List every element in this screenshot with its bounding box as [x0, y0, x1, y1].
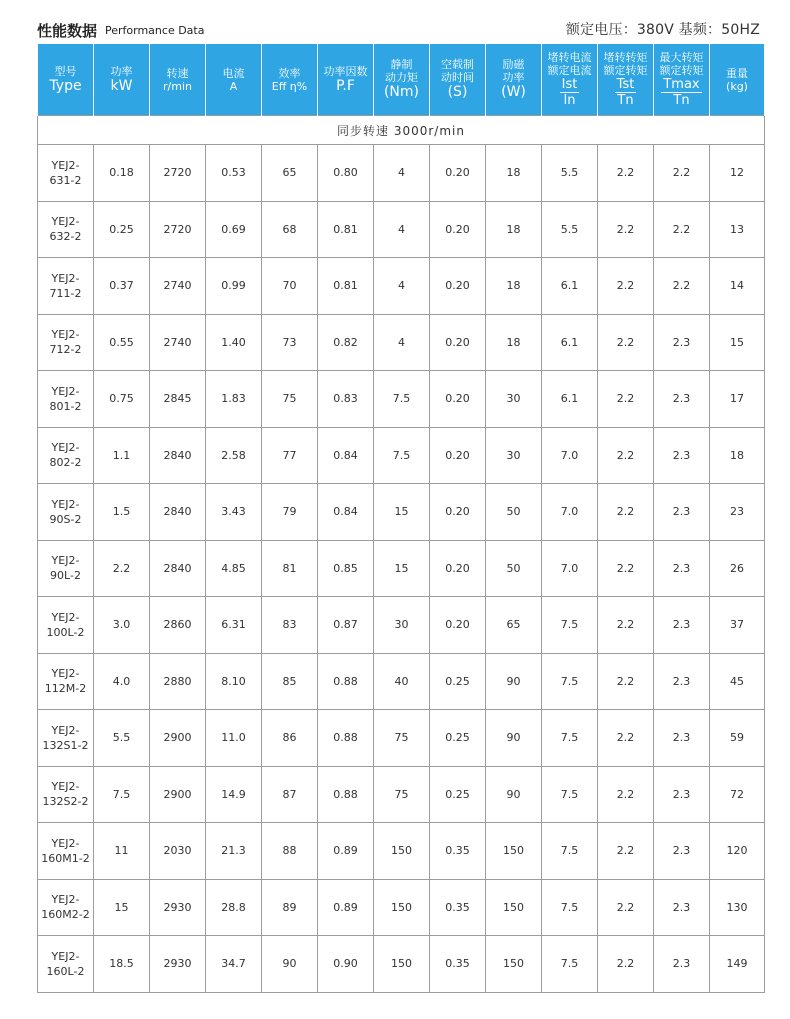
cell-locked-torque-ratio: 2.2 — [598, 145, 654, 202]
cell-power-factor: 0.88 — [318, 766, 374, 823]
cell-brake-time: 0.20 — [430, 427, 486, 484]
cell-locked-torque-ratio: 2.2 — [598, 879, 654, 936]
table-row — [38, 766, 765, 823]
cell-weight: 37 — [710, 597, 765, 654]
cell-speed: 2930 — [150, 936, 206, 993]
cell-brake-torque: 15 — [374, 540, 430, 597]
cell-weight: 45 — [710, 653, 765, 710]
cell-locked-torque-ratio: 2.2 — [598, 766, 654, 823]
cell-speed: 2900 — [150, 766, 206, 823]
cell-excitation-power: 90 — [486, 653, 542, 710]
cell-max-torque-ratio: 2.3 — [654, 597, 710, 654]
cell-brake-torque: 4 — [374, 201, 430, 258]
cell-current: 8.10 — [206, 653, 262, 710]
cell-power: 4.0 — [94, 653, 150, 710]
table-row — [38, 484, 765, 541]
page-header — [37, 12, 760, 42]
cell-speed: 2720 — [150, 201, 206, 258]
cell-excitation-power: 150 — [486, 823, 542, 880]
cell-power: 0.55 — [94, 314, 150, 371]
header-brake-time: 空载制 动时间 (S) — [430, 44, 486, 116]
cell-current: 11.0 — [206, 710, 262, 767]
cell-weight: 149 — [710, 936, 765, 993]
header-row — [38, 44, 765, 116]
header-locked-torque-ratio: 堵转转矩 额定转矩 $\frac{\text{Tst}}{Tn}$ — [598, 44, 654, 116]
cell-efficiency: 89 — [262, 879, 318, 936]
cell-brake-time: 0.20 — [430, 540, 486, 597]
cell-brake-time: 0.20 — [430, 597, 486, 654]
cell-current: 21.3 — [206, 823, 262, 880]
table-row — [38, 145, 765, 202]
cell-weight: 120 — [710, 823, 765, 880]
cell-speed: 2840 — [150, 427, 206, 484]
cell-max-torque-ratio: 2.3 — [654, 936, 710, 993]
cell-power-factor: 0.88 — [318, 653, 374, 710]
cell-excitation-power: 30 — [486, 371, 542, 428]
table-row — [38, 258, 765, 315]
cell-locked-current-ratio: 7.5 — [542, 823, 598, 880]
cell-brake-time: 0.20 — [430, 258, 486, 315]
cell-power: 7.5 — [94, 766, 150, 823]
cell-excitation-power: 150 — [486, 879, 542, 936]
cell-brake-torque: 4 — [374, 258, 430, 315]
cell-type: YEJ2- 112M-2 — [38, 653, 94, 710]
cell-max-torque-ratio: 2.3 — [654, 484, 710, 541]
cell-current: 6.31 — [206, 597, 262, 654]
cell-brake-torque: 150 — [374, 936, 430, 993]
cell-power-factor: 0.81 — [318, 201, 374, 258]
table-row — [38, 201, 765, 258]
cell-current: 4.85 — [206, 540, 262, 597]
cell-speed: 2860 — [150, 597, 206, 654]
cell-brake-torque: 4 — [374, 314, 430, 371]
cell-locked-current-ratio: 6.1 — [542, 371, 598, 428]
cell-type: YEJ2- 100L-2 — [38, 597, 94, 654]
cell-max-torque-ratio: 2.2 — [654, 145, 710, 202]
cell-locked-current-ratio: 7.0 — [542, 427, 598, 484]
performance-table — [37, 44, 765, 993]
table-row — [38, 540, 765, 597]
header-type: 型号 Type — [38, 44, 94, 116]
cell-locked-torque-ratio: 2.2 — [598, 484, 654, 541]
cell-weight: 12 — [710, 145, 765, 202]
cell-brake-time: 0.20 — [430, 201, 486, 258]
cell-weight: 14 — [710, 258, 765, 315]
cell-max-torque-ratio: 2.2 — [654, 258, 710, 315]
cell-current: 0.53 — [206, 145, 262, 202]
cell-locked-current-ratio: 7.5 — [542, 597, 598, 654]
cell-brake-torque: 150 — [374, 823, 430, 880]
cell-locked-current-ratio: 7.5 — [542, 879, 598, 936]
cell-max-torque-ratio: 2.3 — [654, 879, 710, 936]
cell-type: YEJ2- 801-2 — [38, 371, 94, 428]
header-weight: 重量 (kg) — [710, 44, 765, 116]
cell-type: YEJ2- 160M1-2 — [38, 823, 94, 880]
cell-speed: 2845 — [150, 371, 206, 428]
cell-current: 2.58 — [206, 427, 262, 484]
cell-brake-torque: 30 — [374, 597, 430, 654]
cell-locked-current-ratio: 7.0 — [542, 484, 598, 541]
cell-speed: 2840 — [150, 484, 206, 541]
cell-efficiency: 79 — [262, 484, 318, 541]
cell-weight: 72 — [710, 766, 765, 823]
cell-brake-torque: 75 — [374, 766, 430, 823]
table-row — [38, 371, 765, 428]
cell-power: 5.5 — [94, 710, 150, 767]
cell-speed: 2740 — [150, 258, 206, 315]
cell-current: 0.99 — [206, 258, 262, 315]
cell-speed: 2030 — [150, 823, 206, 880]
cell-power: 0.37 — [94, 258, 150, 315]
cell-max-torque-ratio: 2.3 — [654, 540, 710, 597]
cell-weight: 17 — [710, 371, 765, 428]
cell-excitation-power: 150 — [486, 936, 542, 993]
header-current: 电流 A — [206, 44, 262, 116]
cell-efficiency: 86 — [262, 710, 318, 767]
cell-excitation-power: 90 — [486, 710, 542, 767]
table-row — [38, 653, 765, 710]
cell-current: 0.69 — [206, 201, 262, 258]
cell-power: 3.0 — [94, 597, 150, 654]
cell-type: YEJ2- 802-2 — [38, 427, 94, 484]
header-power-factor: 功率因数 P.F — [318, 44, 374, 116]
cell-locked-current-ratio: 6.1 — [542, 258, 598, 315]
cell-locked-current-ratio: 5.5 — [542, 201, 598, 258]
cell-current: 1.83 — [206, 371, 262, 428]
cell-efficiency: 77 — [262, 427, 318, 484]
cell-brake-torque: 75 — [374, 710, 430, 767]
cell-brake-time: 0.25 — [430, 710, 486, 767]
cell-excitation-power: 65 — [486, 597, 542, 654]
cell-efficiency: 85 — [262, 653, 318, 710]
cell-efficiency: 68 — [262, 201, 318, 258]
cell-brake-time: 0.20 — [430, 145, 486, 202]
section-row — [38, 116, 765, 145]
header-efficiency: 效率 Eff η% — [262, 44, 318, 116]
cell-current: 3.43 — [206, 484, 262, 541]
cell-max-torque-ratio: 2.3 — [654, 427, 710, 484]
cell-power: 18.5 — [94, 936, 150, 993]
cell-locked-current-ratio: 7.5 — [542, 710, 598, 767]
cell-locked-torque-ratio: 2.2 — [598, 823, 654, 880]
cell-max-torque-ratio: 2.3 — [654, 653, 710, 710]
cell-efficiency: 70 — [262, 258, 318, 315]
cell-speed: 2720 — [150, 145, 206, 202]
cell-efficiency: 81 — [262, 540, 318, 597]
cell-locked-current-ratio: 5.5 — [542, 145, 598, 202]
cell-excitation-power: 50 — [486, 540, 542, 597]
table-row — [38, 936, 765, 993]
cell-power: 0.75 — [94, 371, 150, 428]
cell-efficiency: 90 — [262, 936, 318, 993]
table-row — [38, 427, 765, 484]
cell-power-factor: 0.84 — [318, 427, 374, 484]
cell-type: YEJ2- 132S2-2 — [38, 766, 94, 823]
cell-power-factor: 0.82 — [318, 314, 374, 371]
header-speed: 转速 r/min — [150, 44, 206, 116]
cell-brake-torque: 150 — [374, 879, 430, 936]
cell-type: YEJ2- 90S-2 — [38, 484, 94, 541]
cell-type: YEJ2- 160M2-2 — [38, 879, 94, 936]
header-brake-torque: 静制 动力矩 (Nm) — [374, 44, 430, 116]
cell-max-torque-ratio: 2.3 — [654, 710, 710, 767]
cell-locked-current-ratio: 7.5 — [542, 936, 598, 993]
cell-current: 1.40 — [206, 314, 262, 371]
cell-locked-current-ratio: 6.1 — [542, 314, 598, 371]
cell-locked-torque-ratio: 2.2 — [598, 540, 654, 597]
cell-weight: 59 — [710, 710, 765, 767]
cell-brake-time: 0.20 — [430, 484, 486, 541]
header-excitation-power: 励磁 功率 (W) — [486, 44, 542, 116]
cell-brake-time: 0.25 — [430, 766, 486, 823]
cell-brake-torque: 4 — [374, 145, 430, 202]
cell-locked-torque-ratio: 2.2 — [598, 201, 654, 258]
cell-max-torque-ratio: 2.3 — [654, 371, 710, 428]
cell-type: YEJ2- 711-2 — [38, 258, 94, 315]
cell-current: 14.9 — [206, 766, 262, 823]
table-row — [38, 597, 765, 654]
cell-locked-current-ratio: 7.5 — [542, 766, 598, 823]
cell-brake-torque: 7.5 — [374, 427, 430, 484]
cell-weight: 13 — [710, 201, 765, 258]
cell-speed: 2740 — [150, 314, 206, 371]
cell-power-factor: 0.84 — [318, 484, 374, 541]
page-subtitle: Performance Data — [105, 24, 205, 37]
page-title: 性能数据 — [37, 22, 98, 40]
cell-efficiency: 87 — [262, 766, 318, 823]
rated-spec: 额定电压：380V 基频：50HZ — [565, 22, 760, 38]
cell-brake-time: 0.35 — [430, 879, 486, 936]
cell-weight: 23 — [710, 484, 765, 541]
cell-power-factor: 0.80 — [318, 145, 374, 202]
cell-locked-current-ratio: 7.5 — [542, 653, 598, 710]
header-power: 功率 kW — [94, 44, 150, 116]
cell-type: YEJ2- 712-2 — [38, 314, 94, 371]
cell-locked-torque-ratio: 2.2 — [598, 653, 654, 710]
cell-brake-time: 0.35 — [430, 936, 486, 993]
cell-brake-torque: 7.5 — [374, 371, 430, 428]
cell-power-factor: 0.83 — [318, 371, 374, 428]
cell-locked-torque-ratio: 2.2 — [598, 710, 654, 767]
cell-weight: 15 — [710, 314, 765, 371]
cell-power: 1.1 — [94, 427, 150, 484]
cell-weight: 18 — [710, 427, 765, 484]
cell-excitation-power: 18 — [486, 258, 542, 315]
cell-speed: 2930 — [150, 879, 206, 936]
cell-locked-torque-ratio: 2.2 — [598, 427, 654, 484]
cell-excitation-power: 50 — [486, 484, 542, 541]
cell-power: 0.25 — [94, 201, 150, 258]
table-row — [38, 879, 765, 936]
cell-weight: 130 — [710, 879, 765, 936]
cell-excitation-power: 90 — [486, 766, 542, 823]
cell-excitation-power: 30 — [486, 427, 542, 484]
cell-power: 0.18 — [94, 145, 150, 202]
cell-current: 34.7 — [206, 936, 262, 993]
cell-power-factor: 0.81 — [318, 258, 374, 315]
cell-power-factor: 0.90 — [318, 936, 374, 993]
cell-brake-torque: 15 — [374, 484, 430, 541]
cell-efficiency: 75 — [262, 371, 318, 428]
cell-current: 28.8 — [206, 879, 262, 936]
cell-brake-time: 0.25 — [430, 653, 486, 710]
section-label: 同步转速 3000r/min — [38, 116, 765, 145]
cell-power-factor: 0.87 — [318, 597, 374, 654]
cell-type: YEJ2- 90L-2 — [38, 540, 94, 597]
table-row — [38, 823, 765, 880]
cell-power-factor: 0.89 — [318, 879, 374, 936]
cell-power-factor: 0.89 — [318, 823, 374, 880]
cell-speed: 2840 — [150, 540, 206, 597]
cell-max-torque-ratio: 2.2 — [654, 201, 710, 258]
cell-weight: 26 — [710, 540, 765, 597]
header-locked-current-ratio: 堵转电流 额定电流 $\frac{\text{Ist}}{In}$ — [542, 44, 598, 116]
cell-power: 1.5 — [94, 484, 150, 541]
cell-type: YEJ2- 160L-2 — [38, 936, 94, 993]
cell-power-factor: 0.85 — [318, 540, 374, 597]
cell-power: 15 — [94, 879, 150, 936]
cell-max-torque-ratio: 2.3 — [654, 766, 710, 823]
cell-efficiency: 73 — [262, 314, 318, 371]
cell-efficiency: 65 — [262, 145, 318, 202]
cell-power: 11 — [94, 823, 150, 880]
cell-power: 2.2 — [94, 540, 150, 597]
cell-type: YEJ2- 631-2 — [38, 145, 94, 202]
cell-locked-torque-ratio: 2.2 — [598, 258, 654, 315]
header-max-torque-ratio: 最大转矩 额定转矩 $\frac{Tmax}{Tn}$ — [654, 44, 710, 116]
cell-excitation-power: 18 — [486, 201, 542, 258]
cell-locked-torque-ratio: 2.2 — [598, 597, 654, 654]
cell-locked-torque-ratio: 2.2 — [598, 936, 654, 993]
cell-locked-torque-ratio: 2.2 — [598, 314, 654, 371]
cell-brake-time: 0.20 — [430, 314, 486, 371]
cell-excitation-power: 18 — [486, 145, 542, 202]
cell-excitation-power: 18 — [486, 314, 542, 371]
cell-type: YEJ2- 632-2 — [38, 201, 94, 258]
cell-type: YEJ2- 132S1-2 — [38, 710, 94, 767]
cell-efficiency: 88 — [262, 823, 318, 880]
cell-locked-current-ratio: 7.0 — [542, 540, 598, 597]
cell-speed: 2900 — [150, 710, 206, 767]
cell-max-torque-ratio: 2.3 — [654, 823, 710, 880]
cell-brake-torque: 40 — [374, 653, 430, 710]
cell-brake-time: 0.20 — [430, 371, 486, 428]
table-row — [38, 314, 765, 371]
cell-max-torque-ratio: 2.3 — [654, 314, 710, 371]
cell-speed: 2880 — [150, 653, 206, 710]
cell-brake-time: 0.35 — [430, 823, 486, 880]
cell-efficiency: 83 — [262, 597, 318, 654]
cell-locked-torque-ratio: 2.2 — [598, 371, 654, 428]
cell-power-factor: 0.88 — [318, 710, 374, 767]
table-row — [38, 710, 765, 767]
